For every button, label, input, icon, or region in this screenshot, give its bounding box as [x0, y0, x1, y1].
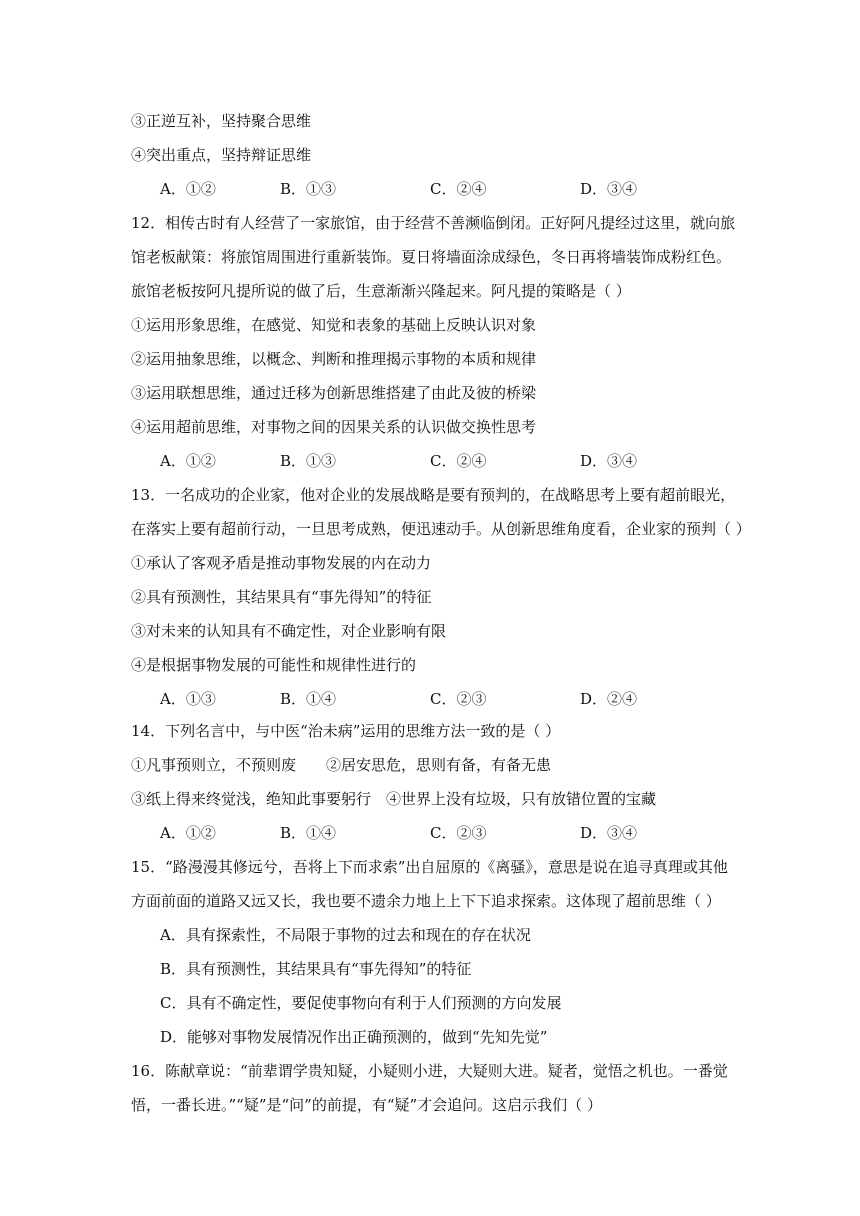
q14-items-line-2: ③纸上得来终觉浅，绝知此事要躬行 ④世界上没有垃圾，只有放错位置的宝藏: [131, 790, 657, 808]
q14-option-c: C．②③: [430, 824, 487, 842]
q11-options: [160, 179, 720, 199]
q11-option-c: C．②④: [430, 180, 487, 198]
q12-option-d: D．③④: [580, 452, 638, 470]
q14-items-line-1: ①凡事预则立，不预则废 ②居安思危，思则有备，有备无患: [131, 756, 552, 774]
q13-stem-line-1: 13．一名成功的企业家，他对企业的发展战略是要有预判的，在战略思考上要有超前眼光，: [131, 486, 736, 504]
q15-choice-a: A．具有探索性，不局限于事物的过去和现在的存在状况: [160, 926, 531, 944]
q14-option-d: D．③④: [580, 824, 638, 842]
q13-option-b: B．①④: [280, 690, 337, 708]
q13-stem-line-2: 在落实上要有超前行动，一旦思考成熟，便迅速动手。从创新思维角度看，企业家的预判（ ）: [131, 520, 751, 538]
q14-options: [160, 823, 720, 843]
q14-option-b: B．①④: [280, 824, 337, 842]
q12-option-b: B．①③: [280, 452, 337, 470]
q12-option-c: C．②④: [430, 452, 487, 470]
q13-options: [160, 689, 720, 709]
q12-stem-line-1: 12．相传古时有人经营了一家旅馆，由于经营不善濒临倒闭。正好阿凡提经过这里，就向旅: [131, 214, 736, 232]
q12-options: [160, 451, 720, 471]
q12-item-4: ④运用超前思维，对事物之间的因果关系的认识做交换性思考: [131, 418, 537, 436]
q11-item-4: ④突出重点，坚持辩证思维: [131, 146, 312, 164]
q13-option-a: A．①③: [160, 690, 216, 708]
q16-stem-line-2: 悟，一番长进。”“疑”是“问”的前提，有“疑”才会追问。这启示我们（ ）: [131, 1096, 602, 1114]
q11-option-b: B．①③: [280, 180, 337, 198]
q13-item-1: ①承认了客观矛盾是推动事物发展的内在动力: [131, 554, 432, 572]
q13-item-2: ②具有预测性，其结果具有“事先得知”的特征: [131, 588, 432, 606]
q16-stem-line-1: 16．陈献章说：“前辈谓学贵知疑，小疑则小进，大疑则大进。疑者，觉悟之机也。一番觉: [131, 1062, 728, 1080]
q14-stem-line-1: 14．下列名言中，与中医“治未病”运用的思维方法一致的是（ ）: [131, 722, 561, 740]
q12-option-a: A．①②: [160, 452, 216, 470]
q13-option-c: C．②③: [430, 690, 487, 708]
q11-option-d: D．③④: [580, 180, 638, 198]
q12-stem-line-2: 馆老板献策：将旅馆周围进行重新装饰。夏日将墙面涂成绿色，冬日再将墙装饰成粉红色。: [131, 248, 732, 266]
q13-option-d: D．②④: [580, 690, 638, 708]
q15-choice-d: D．能够对事物发展情况作出正确预测的，做到“先知先觉”: [160, 1028, 548, 1046]
q13-item-3: ③对未来的认知具有不确定性，对企业影响有限: [131, 622, 447, 640]
q12-item-2: ②运用抽象思维，以概念、判断和推理揭示事物的本质和规律: [131, 350, 537, 368]
q14-option-a: A．①②: [160, 824, 216, 842]
q15-stem-line-2: 方面前面的道路又远又长，我也要不遗余力地上上下下追求探索。这体现了超前思维（ ）: [131, 892, 721, 910]
q12-stem-line-3: 旅馆老板按阿凡提所说的做了后，生意渐渐兴隆起来。阿凡提的策略是（ ）: [131, 282, 631, 300]
q11-option-a: A．①②: [160, 180, 216, 198]
q15-choice-c: C．具有不确定性，要促使事物向有利于人们预测的方向发展: [160, 994, 562, 1012]
q12-item-1: ①运用形象思维，在感觉、知觉和表象的基础上反映认识对象: [131, 316, 537, 334]
q15-stem-line-1: 15．“路漫漫其修远兮，吾将上下而求索”出自屈原的《离骚》，意思是说在追寻真理或其他: [131, 858, 728, 876]
q12-item-3: ③运用联想思维，通过迁移为创新思维搭建了由此及彼的桥梁: [131, 384, 537, 402]
q11-item-3: ③正逆互补，坚持聚合思维: [131, 112, 312, 130]
q15-choice-b: B．具有预测性，其结果具有“事先得知”的特征: [160, 960, 472, 978]
q13-item-4: ④是根据事物发展的可能性和规律性进行的: [131, 656, 417, 674]
